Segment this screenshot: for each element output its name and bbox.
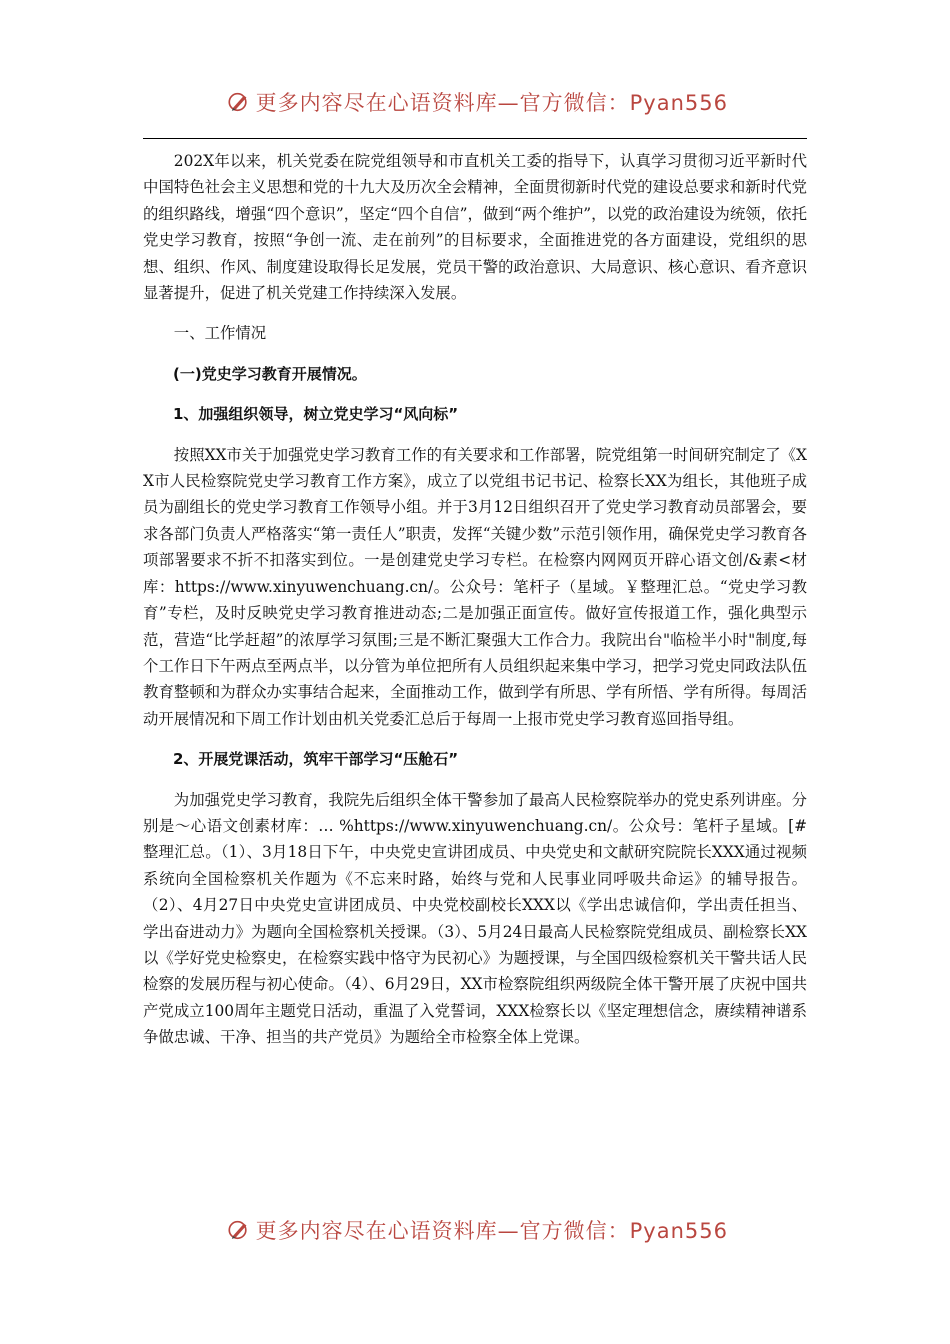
item2-paragraph: 为加强党史学习教育，我院先后组织全体干警参加了最高人民检察院举办的党史系列讲座。分别是～心语文创素材库：… %https://www.xinyuwenchuang.cn/。公众号：笔杆子星域。[#整理汇总。（1）、3月18日下午，中央党史宣讲团成员、中央党史和文献研究院院长XXX通过视频系统向全国检察机关作题为《不忘来时路，始终与党和人民事业同呼吸共命运》的辅导报告。（2）、4月27日中央党史宣讲团成员、中央党校副校长XXX以《学出忠诚信仰，学出责任担当、学出奋进动力》为题向全国检察机关授课。（3）、5月24日最高人民检察院党组成员、副检察长XX以《学好党史检察史，在检察实践中恪守为民初心》为题授课，与全国四级检察机关干警共话人民检察的发展历程与初心使命。（4）、6月29日，XX市检察院组织两级院全体干警开展了庆祝中国共产党成立100周年主题党日活动，重温了入党誓词，XXX检察长以《坚定理想信念，赓续精神谱系争做忠诚、干净、担当的共产党员》为题给全市检察全体上党课。 — [143, 790, 807, 1047]
header-rule — [143, 138, 807, 139]
section-heading: 一、工作情况 — [173, 324, 267, 343]
subsection-heading: (一)党史学习教育开展情况。 — [173, 364, 367, 383]
header-banner-text: 更多内容尽在心语资料库—官方微信：Pyan556 — [255, 91, 728, 115]
header-banner — [228, 84, 728, 120]
pen-logo-icon — [228, 85, 250, 119]
pen-logo-icon — [228, 1213, 250, 1247]
item1-heading: 1、加强组织领导，树立党史学习“风向标” — [173, 405, 459, 424]
item2-heading: 2、开展党课活动，筑牢干部学习“压舱石” — [173, 750, 459, 769]
intro-paragraph: 202X年以来，机关党委在院党组领导和市直机关工委的指导下，认真学习贯彻习近平新时代中国特色社会主义思想和党的十九大及历次全会精神，全面贯彻新时代党的建设总要求和新时代党的组织路线，增强“四个意识”，坚定“四个自信”，做到“两个维护”，以党的政治建设为统领，依托党史学习教育，按照“争创一流、走在前列”的目标要求，全面推进党的各方面建设，党组织的思想、组织、作风、制度建设取得长足发展，党员干警的政治意识、大局意识、核心意识、看齐意识显著提升，促进了机关党建工作持续深入发展。 — [143, 152, 807, 303]
footer-banner — [228, 1212, 728, 1248]
footer-banner-text: 更多内容尽在心语资料库—官方微信：Pyan556 — [255, 1219, 728, 1243]
document-body — [143, 148, 807, 1051]
item1-paragraph: 按照XX市关于加强党史学习教育工作的有关要求和工作部署，院党组第一时间研究制定了《XX市人民检察院党史学习教育工作方案》，成立了以党组书记书记、检察长XX为组长，其他班子成员为副组长的党史学习教育工作领导小组。并于3月12日组织召开了党史学习教育动员部署会，要求各部门负责人严格落实“第一责任人”职责，发挥“关键少数”示范引领作用，确保党史学习教育各项部署要求不折不扣落实到位。一是创建党史学习专栏。在检察内网网页开辟心语文创/&素<材库：https://www.xinyuwenchuang.cn/。公众号：笔杆子（星域。￥整理汇总。“党史学习教育”专栏，及时反映党史学习教育推进动态;二是加强正面宣传。做好宣传报道工作，强化典型示范，营造“比学赶超”的浓厚学习氛围;三是不断汇聚强大工作合力。我院出台"临检半小时"制度,每个工作日下午两点至两点半，以分管为单位把所有人员组织起来集中学习，把学习党史同政法队伍教育整顿和为群众办实事结合起来，全面推动工作，做到学有所思、学有所悟、学有所得。每周活动开展情况和下周工作计划由机关党委汇总后于每周一上报市党史学习教育巡回指导组。 — [143, 445, 807, 728]
